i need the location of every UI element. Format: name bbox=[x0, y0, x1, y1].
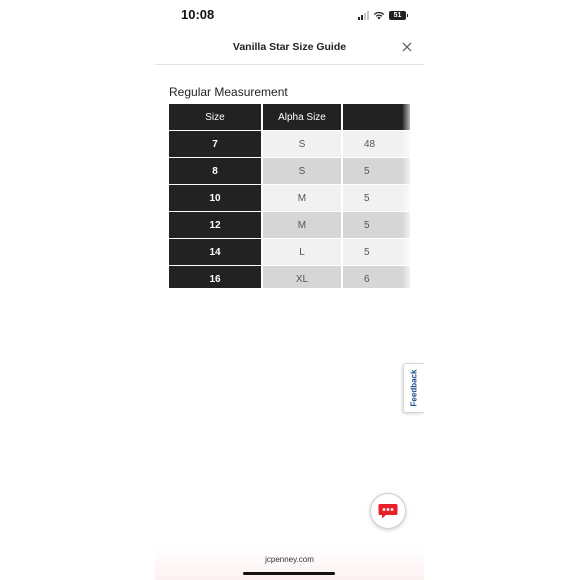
feedback-label: Feedback bbox=[409, 369, 419, 407]
signal-icon bbox=[358, 11, 369, 20]
table-row bbox=[169, 131, 411, 158]
section-title: Regular Measurement bbox=[169, 85, 288, 99]
page-title: Vanilla Star Size Guide bbox=[232, 41, 347, 53]
table-row bbox=[169, 212, 411, 239]
alpha-size-cell: S bbox=[262, 158, 342, 185]
alpha-size-cell: S bbox=[262, 131, 342, 158]
wifi-icon bbox=[373, 11, 385, 20]
measurement-cell: 6 bbox=[342, 266, 411, 289]
table-header-row bbox=[169, 104, 411, 131]
table-row bbox=[169, 185, 411, 212]
measurement-cell: 5 bbox=[342, 212, 411, 239]
measurement-cell: 48 bbox=[342, 131, 411, 158]
scroll-fade bbox=[402, 104, 412, 288]
measurement-cell: 5 bbox=[342, 185, 411, 212]
size-table-scroll[interactable] bbox=[169, 104, 412, 288]
size-cell: 7 bbox=[169, 131, 262, 158]
size-cell: 12 bbox=[169, 212, 262, 239]
column-header-next bbox=[342, 104, 411, 131]
alpha-size-cell: XL bbox=[262, 266, 342, 289]
url-label[interactable]: jcpenney.com bbox=[265, 555, 314, 564]
column-header-alpha-size: Alpha Size bbox=[262, 104, 342, 131]
chat-bubble-icon bbox=[378, 503, 398, 519]
measurement-cell: 5 bbox=[342, 158, 411, 185]
home-indicator bbox=[243, 572, 335, 575]
column-header-size: Size bbox=[169, 104, 262, 131]
size-cell: 16 bbox=[169, 266, 262, 289]
table-row bbox=[169, 158, 411, 185]
battery-icon: 51 bbox=[389, 11, 406, 20]
status-icons bbox=[358, 10, 406, 20]
table-row bbox=[169, 266, 411, 289]
alpha-size-cell: M bbox=[262, 185, 342, 212]
alpha-size-cell: M bbox=[262, 212, 342, 239]
table-row bbox=[169, 239, 411, 266]
alpha-size-cell: L bbox=[262, 239, 342, 266]
status-bar bbox=[155, 0, 424, 30]
modal-header bbox=[155, 33, 424, 65]
measurement-cell: 5 bbox=[342, 239, 411, 266]
browser-bottom-bar bbox=[155, 546, 424, 580]
chat-button[interactable] bbox=[370, 493, 406, 529]
phone-screen bbox=[155, 0, 424, 580]
size-cell: 10 bbox=[169, 185, 262, 212]
close-icon bbox=[402, 42, 412, 52]
status-time: 10:08 bbox=[181, 7, 215, 22]
close-button[interactable] bbox=[400, 40, 414, 54]
feedback-tab[interactable] bbox=[403, 363, 424, 413]
size-cell: 8 bbox=[169, 158, 262, 185]
size-cell: 14 bbox=[169, 239, 262, 266]
size-table bbox=[169, 104, 412, 288]
